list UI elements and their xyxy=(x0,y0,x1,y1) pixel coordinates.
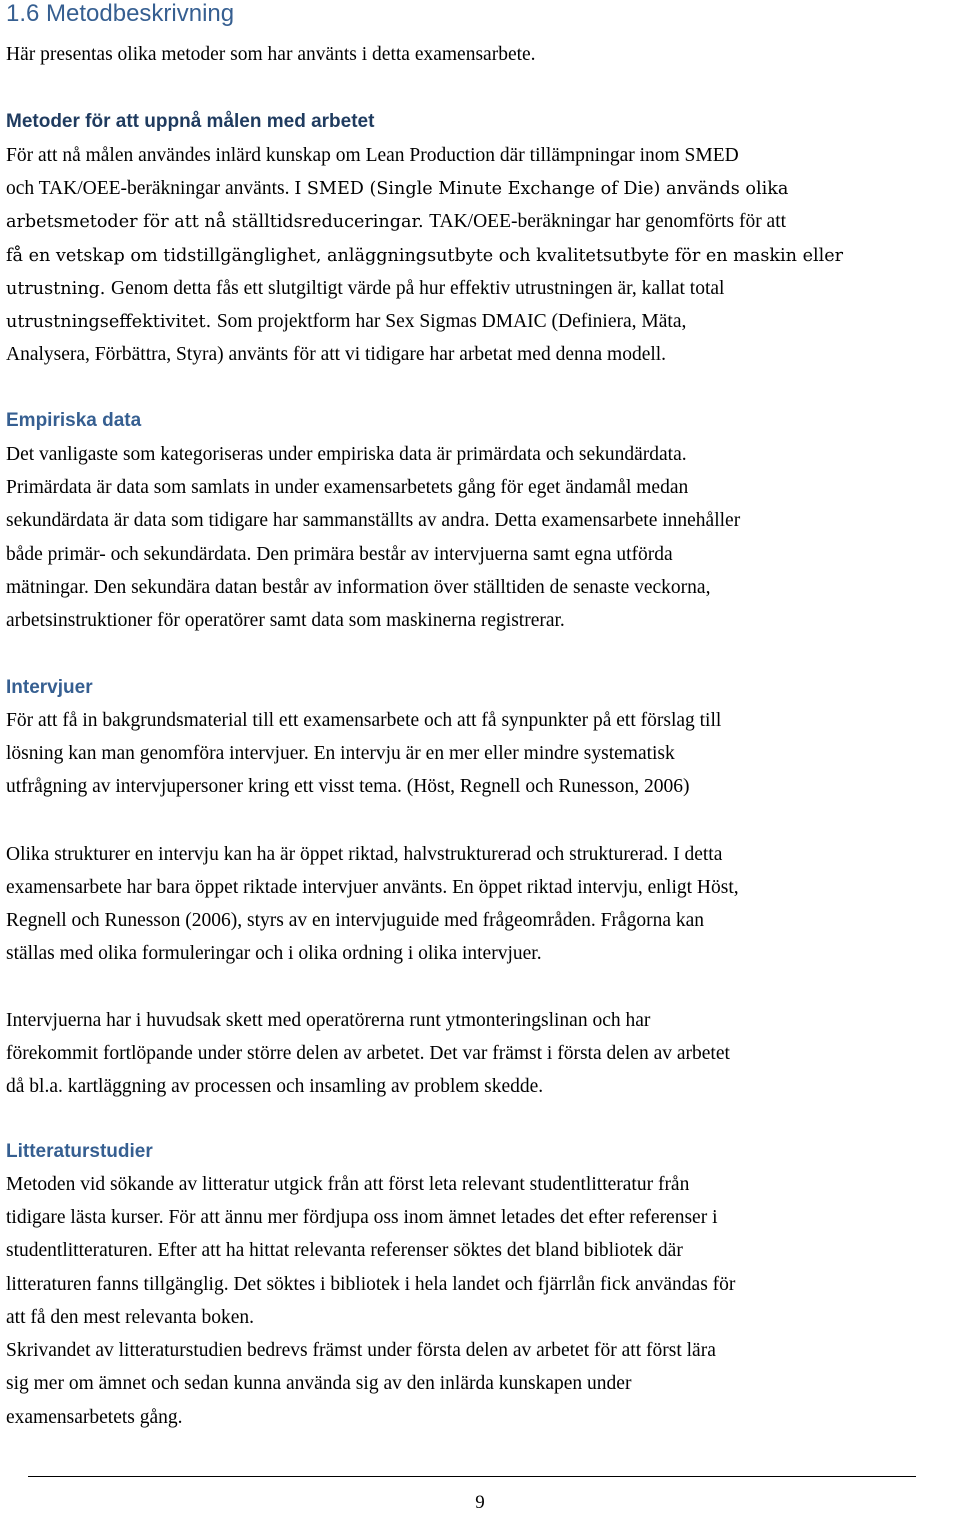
paragraph-line: mätningar. Den sekundära datan består av information över ställtiden de senaste veckorna, xyxy=(6,577,711,598)
paragraph-line xyxy=(6,342,666,368)
paragraph-line: lösning kan man genomföra intervjuer. En intervju är en mer eller mindre systematisk xyxy=(6,743,675,764)
paragraph-line: studentlitteraturen. Efter att ha hittat relevanta referenser söktes det bland bibliotek där xyxy=(6,1240,683,1261)
text-run: utrustningseffektivitet. xyxy=(6,312,217,332)
section-heading: 1.6 Metodbeskrivning xyxy=(6,0,235,27)
paragraph-line: utfrågning av intervjupersoner kring ett visst tema. (Höst, Regnell och Runesson, 2006) xyxy=(6,776,690,797)
text-run: Som projektform har Sex Sigmas DMAIC (Definiera, Mäta, xyxy=(216,311,687,332)
subsection-heading-empiriska-data: Empiriska data xyxy=(6,410,142,431)
paragraph-line: Det vanligaste som kategoriseras under empiriska data är primärdata och sekundärdata. xyxy=(6,444,687,465)
section-intro: Här presentas olika metoder som har använts i detta examensarbete. xyxy=(6,44,536,65)
paragraph-line: Metoden vid sökande av litteratur utgick från att först leta relevant studentlitteratur från xyxy=(6,1174,690,1195)
paragraph-line xyxy=(6,276,724,302)
paragraph-line: arbetsinstruktioner för operatörer samt data som maskinerna registrerar. xyxy=(6,610,565,631)
paragraph-line xyxy=(6,309,686,335)
paragraph-line: sekundärdata är data som tidigare har sammanställts av andra. Detta examensarbete innehåller xyxy=(6,510,741,531)
paragraph-line: Olika strukturer en intervju kan ha är öppet riktad, halvstrukturerad och strukturerad. I detta xyxy=(6,844,723,865)
text-run: TAK/OEE-beräkningar har genomförts för att xyxy=(429,211,787,232)
paragraph-line: Intervjuerna har i huvudsak skett med operatörerna runt ytmonteringslinan och har xyxy=(6,1010,651,1031)
text-run: Analysera, Förbättra, Styra) använts för att vi tidigare har arbetat med denna modell. xyxy=(6,344,667,365)
paragraph-line: examensarbetets gång. xyxy=(6,1407,183,1428)
text-run: och TAK/OEE-beräkningar använts. xyxy=(6,178,295,199)
text-run: I SMED (Single Minute Exchange of Die) används olika xyxy=(294,179,789,199)
paragraph-line: Skrivandet av litteraturstudien bedrevs främst under första delen av arbetet för att först lära xyxy=(6,1340,716,1361)
subsection-heading-intervjuer: Intervjuer xyxy=(6,677,93,698)
paragraph-line xyxy=(6,243,843,269)
text-run: arbetsmetoder för att nå ställtidsreduceringar. xyxy=(6,212,430,232)
paragraph-line xyxy=(6,176,788,202)
subsection-heading-litteraturstudier: Litteraturstudier xyxy=(6,1141,153,1162)
paragraph-line: ställas med olika formuleringar och i olika ordning i olika intervjuer. xyxy=(6,943,542,964)
page-number: 9 xyxy=(475,1492,485,1513)
paragraph-line: då bl.a. kartläggning av processen och insamling av problem skedde. xyxy=(6,1076,544,1097)
paragraph-line: examensarbete har bara öppet riktade intervjuer använts. En öppet riktad intervju, enligt Höst, xyxy=(6,877,739,898)
text-run: få en vetskap om tidstillgänglighet, anläggningsutbyte och kvalitetsutbyte för en maskin eller xyxy=(6,246,844,266)
paragraph-line: litteraturen fanns tillgänglig. Det söktes i bibliotek i hela landet och fjärrlån fick användas för xyxy=(6,1274,736,1295)
paragraph-line: förekommit fortlöpande under större delen av arbetet. Det var främst i första delen av arbetet xyxy=(6,1043,730,1064)
subsection-heading-metoder: Metoder för att uppnå målen med arbetet xyxy=(6,111,375,132)
text-run: Genom detta fås ett slutgiltigt värde på hur effektiv utrustningen är, kallat total xyxy=(110,278,725,299)
text-run: För att nå målen användes inlärd kunskap om Lean Production där tillämpningar inom SMED xyxy=(6,145,739,166)
paragraph-line: tidigare lästa kurser. För att ännu mer fördjupa oss inom ämnet letades det efter referenser i xyxy=(6,1207,718,1228)
paragraph-line xyxy=(6,209,786,235)
paragraph-line: Regnell och Runesson (2006), styrs av en intervjuguide med frågeområden. Frågorna kan xyxy=(6,910,705,931)
paragraph-line: både primär- och sekundärdata. Den primära består av intervjuerna samt egna utförda xyxy=(6,544,673,565)
paragraph-line: För att få in bakgrundsmaterial till ett examensarbete och att få synpunkter på ett förslag till xyxy=(6,710,722,731)
paragraph-line xyxy=(6,143,739,169)
text-run: utrustning. xyxy=(6,279,111,299)
paragraph-line: att få den mest relevanta boken. xyxy=(6,1307,254,1328)
footer-divider xyxy=(28,1476,916,1477)
paragraph-line: sig mer om ämnet och sedan kunna använda sig av den inlärda kunskapen under xyxy=(6,1373,632,1394)
paragraph-line: Primärdata är data som samlats in under examensarbetets gång för eget ändamål medan xyxy=(6,477,689,498)
